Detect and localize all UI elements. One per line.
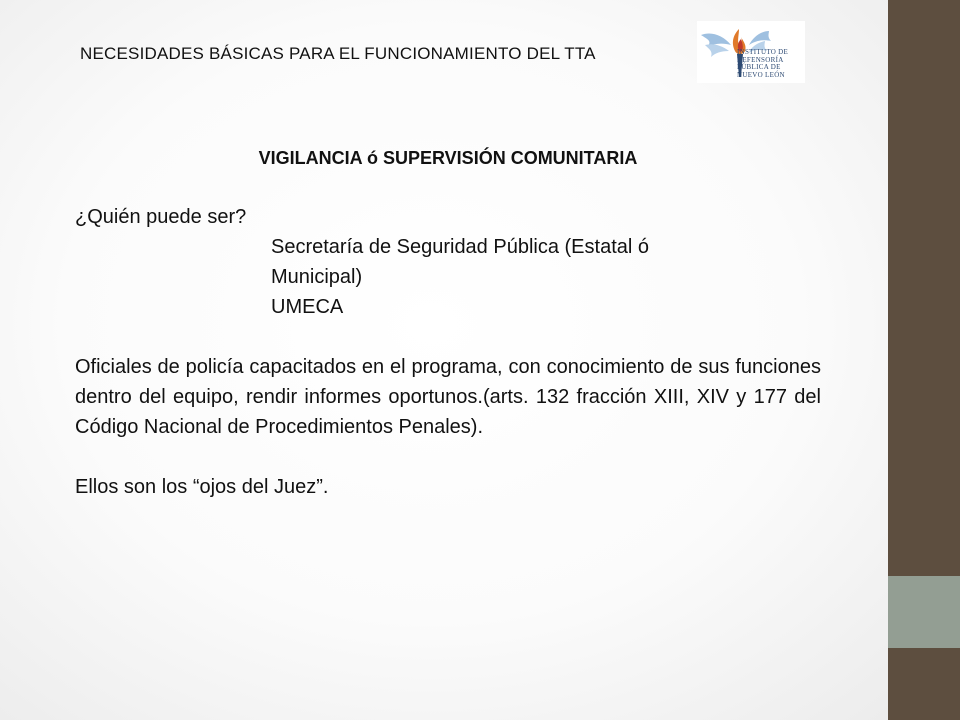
slide-content	[75, 143, 821, 502]
option-item: Municipal)	[271, 266, 363, 288]
slide-heading: VIGILANCIA ó SUPERVISIÓN COMUNITARIA	[258, 148, 638, 168]
option-item: Secretaría de Seguridad Pública (Estatal ó	[271, 236, 649, 258]
logo-text-line: INSTITUTO DE	[737, 48, 789, 56]
spacer	[75, 442, 821, 472]
side-band-top	[888, 0, 960, 576]
closing-text: Ellos son los “ojos del Juez”.	[75, 476, 329, 498]
logo-text-line: PÚBLICA DE	[737, 63, 781, 71]
logo-text-line: NUEVO LEÓN	[737, 70, 785, 79]
description-paragraph: Oficiales de policía capacitados en el programa, con conocimiento de sus funciones dentro del equipo, rendir informes oportunos.(arts. 132 fracción XIII, XIV y 177 del Código Nacional de Procedimientos Penales).	[75, 356, 821, 438]
side-band-bottom	[888, 648, 960, 720]
side-band-middle	[888, 576, 960, 648]
spacer	[75, 322, 821, 352]
institution-logo	[697, 21, 805, 83]
header-title: NECESIDADES BÁSICAS PARA EL FUNCIONAMIENTO DEL TTA	[80, 44, 596, 63]
option-item: UMECA	[271, 296, 344, 318]
logo-text-line: DEFENSORÍA	[737, 55, 784, 64]
logo-text	[737, 49, 788, 79]
question-text: ¿Quién puede ser?	[75, 206, 247, 228]
